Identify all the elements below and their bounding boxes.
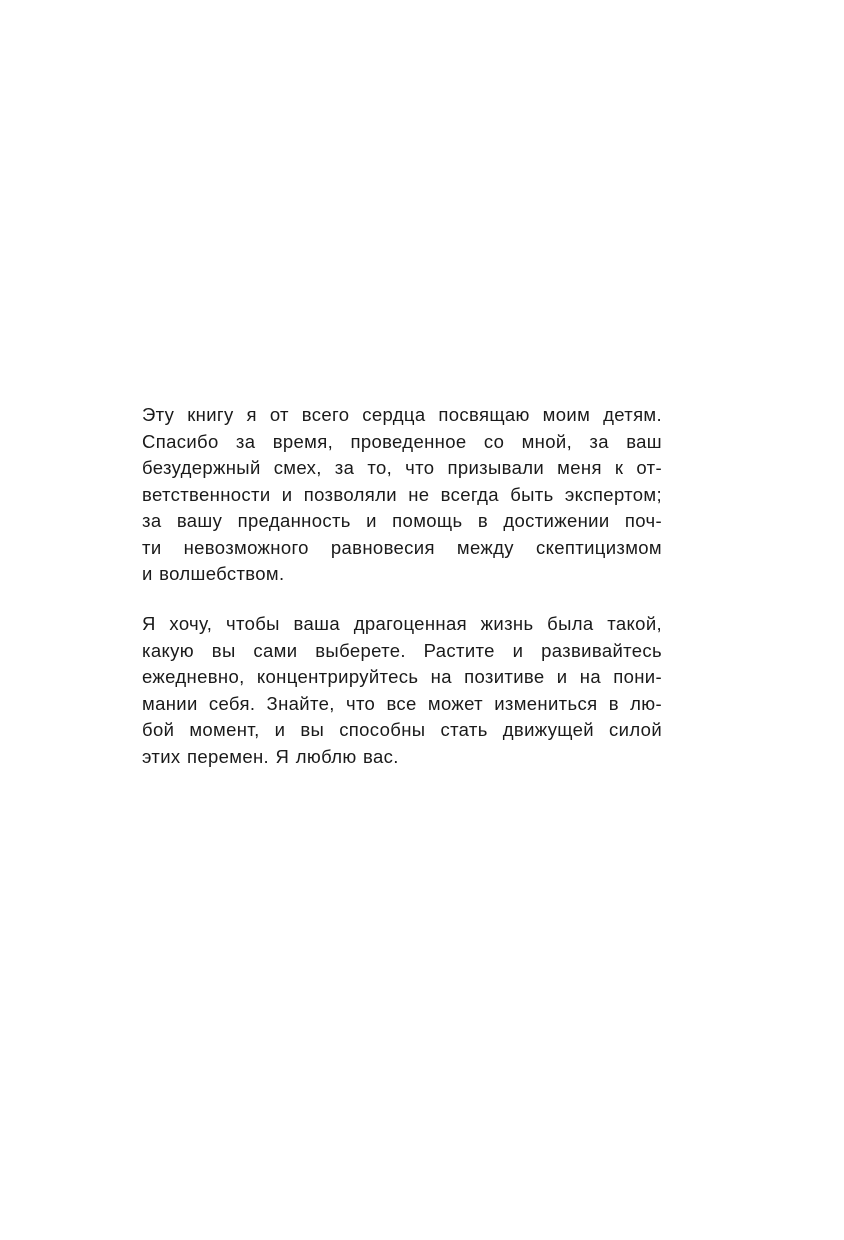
dedication-paragraph-2 [142, 611, 662, 770]
text-line: бой момент, и вы способны стать движущей силой [142, 719, 662, 740]
text-line: безудержный смех, за то, что призывали меня к от- [142, 457, 662, 478]
text-line: Эту книгу я от всего сердца посвящаю моим детям. [142, 404, 662, 425]
text-line: и волшебством. [142, 563, 285, 584]
dedication-paragraph-1 [142, 402, 662, 588]
text-line: Я хочу, чтобы ваша драгоценная жизнь была такой, [142, 613, 662, 634]
text-line: этих перемен. Я люблю вас. [142, 745, 399, 767]
text-line: мании себя. Знайте, что все может измениться в лю- [142, 692, 662, 714]
text-line: за вашу преданность и помощь в достижении поч- [142, 510, 662, 531]
text-line: ти невозможного равновесия между скептицизмом [142, 536, 662, 558]
text-line: ветственности и позволяли не всегда быть экспертом; [142, 483, 662, 505]
text-line: какую вы сами выберете. Растите и развивайтесь [142, 639, 662, 661]
text-line: ежедневно, концентрируйтесь на позитиве и на пони- [142, 666, 662, 687]
text-line: Спасибо за время, проведенное со мной, за ваш [142, 430, 662, 452]
